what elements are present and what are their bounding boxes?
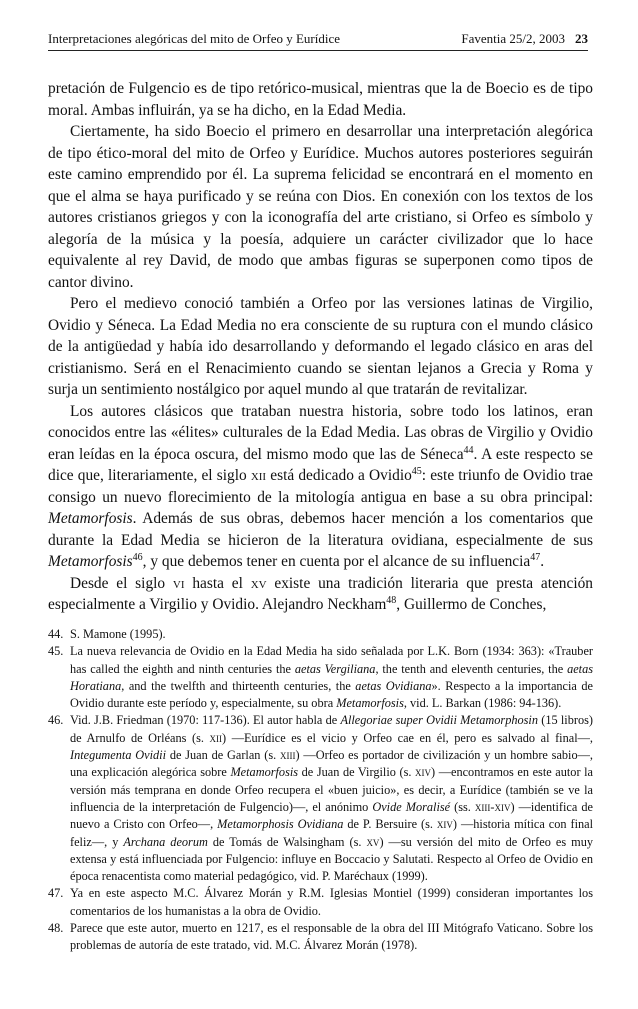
paragraph-2: Ciertamente, ha sido Boecio el primero en desarrollar una interpretación alegórica de tipo ético-moral del mito de Orfeo y Eurídice. Muchos autores posteriores seguirán este camino emprendido por él. La suprema felicidad se encontrará en el momento en que el alma se haya purificado y se reúna con Dios. En conexión con los textos de los autores cristianos griegos y con la iconografía del arte cristiano, si Orfeo es símbolo y alegoría de la música y la poesía, adquiere un carácter civilizador que lo hace equivalente al rey David, de modo que ambas figuras se superponen como tipos de cantor divino. xyxy=(48,123,593,291)
footnote-48 xyxy=(48,920,593,955)
footnote-number: 48. xyxy=(48,921,64,936)
footnote-text: S. Mamone (1995). xyxy=(70,627,166,641)
text-run: , and the twelfth and thirteenth centuries, the xyxy=(121,678,356,693)
italic-term: aetas Ovidiana xyxy=(355,678,432,693)
footnotes xyxy=(48,626,593,955)
work-title: Integumenta Ovidii xyxy=(70,748,167,763)
text-run: ) —Eurídice es el vicio y Orfeo cae en él, pero es salvado al final—, xyxy=(222,730,593,745)
text-run: de P. Bersuire (s. xyxy=(343,817,437,832)
century-numeral: xv xyxy=(366,834,380,849)
text-run: existe una tradición literaria que presta atención especialmente a Virgilio y Ovidio. Alejandro Neckham xyxy=(48,574,593,613)
century-numeral: xii xyxy=(209,730,223,745)
century-numeral: xiv xyxy=(415,765,432,780)
text-run: . Además de sus obras, debemos hacer mención a los comentarios que durante la Edad Media se hicieron de la literatura ovidiana, especialmente de sus xyxy=(48,510,593,549)
text-run: de Juan de Garlan (s. xyxy=(166,748,280,763)
footnote-47 xyxy=(48,885,593,920)
work-title: Metamorfosis xyxy=(48,510,133,527)
paragraph-3: Pero el medievo conoció también a Orfeo por las versiones latinas de Virgilio, Ovidio y Séneca. La Edad Media no era consciente de su ruptura con el mundo clásico de la antigüedad y había ido desarrollando y deformando el legado clásico en aras del cristianismo. Será en el Renacimiento cuando se sientan lejanos a Grecia y Roma y surja un sentimiento nostálgico por aquel mundo al que tratarán de revitalizar. xyxy=(48,295,593,398)
paragraph-5 xyxy=(48,573,593,616)
footnote-ref-46[interactable]: 46 xyxy=(132,551,143,563)
text-run: ) —su versión del mito de Orfeo es muy extensa y está influenciada por Fulgencio: influye en Boccacio y Salutati. Respecto al Orfeo de Ovidio en época renacentista como material pedagógico, vid. P. Maréchaux (1999). xyxy=(70,834,593,884)
work-title: Archana deorum xyxy=(123,834,208,849)
text-run: Desde el siglo xyxy=(70,574,173,592)
century-numeral: vi xyxy=(172,574,185,592)
paragraph-4 xyxy=(48,401,593,573)
century-numeral: xii xyxy=(250,467,267,484)
paragraph-1: pretación de Fulgencio es de tipo retórico-musical, mientras que la de Boecio es de tipo moral. Ambas influirán, ya se ha dicho, en la Edad Media. xyxy=(48,80,593,119)
footnote-number: 46. xyxy=(48,713,64,728)
footnote-ref-44[interactable]: 44 xyxy=(463,444,474,456)
text-run: hasta el xyxy=(184,574,251,592)
footnote-text: Ya en este aspecto M.C. Álvarez Morán y R.M. Iglesias Montiel (1999) consideran importantes los comentarios de los humanistas a la obra de Ovidio. xyxy=(70,886,593,918)
text-run: (15 libros) de Arnulfo de Orléans (s. xyxy=(70,713,593,745)
text-run: de Juan de Virgilio (s. xyxy=(298,765,416,780)
footnote-number: 47. xyxy=(48,886,64,901)
text-run: está dedicado a Ovidio xyxy=(266,467,412,484)
text-run: ) —encontramos en este autor la versión más temprana en donde Orfeo recupera el «buen juicio», es decir, a Eurídice (también se ve la influencia de la interpretación de Fulgencio)—, el anónimo xyxy=(70,765,593,814)
page-number: 23 xyxy=(575,31,588,46)
main-text xyxy=(48,78,593,616)
footnote-45 xyxy=(48,643,593,712)
text-run: (ss. xyxy=(450,799,475,814)
text-run: ) —identifica de nuevo a Cristo con Orfeo—, xyxy=(70,799,593,832)
text-run: , y que debemos tener en cuenta por el alcance de su influencia xyxy=(142,553,531,570)
footnote-ref-47[interactable]: 47 xyxy=(530,551,541,563)
century-numeral: xiii xyxy=(280,748,296,763)
text-run: : este triunfo de Ovidio trae consigo un nuevo florecimiento de la mitología antigua en base a su obra principal: xyxy=(48,467,594,506)
text-run: Los autores clásicos que trataban nuestra historia, sobre todo los latinos, eran conocidos entre las «élites» culturales de la Edad Media. Las obras de Virgilio y Ovidio eran leídas en la época oscura, del mismo modo que las de Séneca xyxy=(48,402,593,463)
century-numeral: xiii-xiv xyxy=(474,799,511,814)
footnote-46 xyxy=(48,712,593,885)
text-run: de Tomás de Walsingham (s. xyxy=(207,834,367,849)
running-header xyxy=(48,28,588,51)
footnote-ref-45[interactable]: 45 xyxy=(411,465,422,477)
text-run: ». Respecto a la importancia de Ovidio durante este período y, especialmente, su obra xyxy=(70,678,593,711)
text-run: . xyxy=(540,553,545,570)
work-title: Ovide Moralisé xyxy=(372,799,451,814)
work-title: Metamorphosis Ovidiana xyxy=(217,817,344,832)
text-run: . A este respecto se dice que, literariamente, el siglo xyxy=(48,445,593,484)
text-run: Vid. J.B. Friedman (1970: 117-136). El autor habla de xyxy=(70,713,341,728)
text-run: La nueva relevancia de Ovidio en la Edad Media ha sido señalada por L.K. Born (1934: 363): «Trauber has called the eighth and ninth centuries the xyxy=(70,644,593,676)
footnote-44 xyxy=(48,626,593,643)
work-title: Metamorfosis xyxy=(336,696,404,711)
header-journal: Faventia 25/2, 2003 xyxy=(461,31,565,46)
header-journal-info xyxy=(461,28,588,50)
header-article-title: Interpretaciones alegóricas del mito de Orfeo y Eurídice xyxy=(48,31,341,46)
work-title: Allegoriae super Ovidii Metamorphosin xyxy=(340,713,539,728)
footnote-number: 44. xyxy=(48,627,64,641)
footnote-text: Parece que este autor, muerto en 1217, es el responsable de la obra del III Mitógrafo Vaticano. Sobre los problemas de autoría de este tratado, vid. M.C. Álvarez Morán (1978). xyxy=(70,921,593,953)
footnote-ref-48[interactable]: 48 xyxy=(386,594,397,606)
text-run: ) —historia mítica con final feliz—, y xyxy=(70,817,594,849)
italic-term: aetas Vergiliana xyxy=(294,661,376,676)
text-run: , vid. L. Barkan (1986: 94-136). xyxy=(403,696,562,711)
work-title: Metamorfosis xyxy=(230,765,299,780)
footnote-number: 45. xyxy=(48,644,64,659)
text-run: , the tenth and eleventh centuries, the xyxy=(375,661,568,676)
century-numeral: xiv xyxy=(436,817,453,832)
work-title: Metamorfosis xyxy=(48,553,133,570)
text-run: , Guillermo de Conches, xyxy=(396,596,547,613)
italic-term: aetas Horatiana xyxy=(70,661,594,693)
century-numeral: xv xyxy=(250,574,267,592)
text-run: ) —Orfeo es portador de civilización y un hombre sabio—, una explicación alegórica sobre xyxy=(70,748,593,780)
